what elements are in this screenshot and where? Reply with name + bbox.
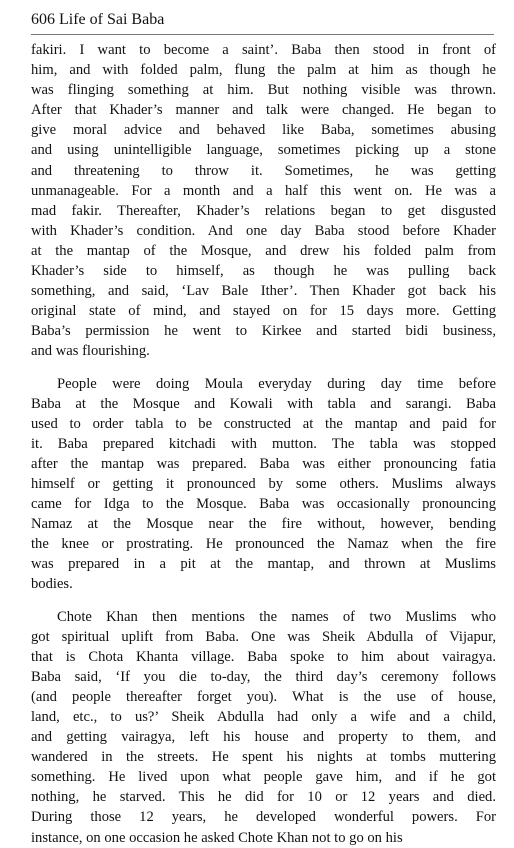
text-line: something. He lived upon what people gave him, and if he got — [31, 769, 496, 786]
text-line: used to order tabla to be constructed at the mantap and paid for — [31, 415, 496, 432]
text-line: Namaz at the Mosque near the fire without, however, bending — [31, 516, 496, 533]
page-number: 606 — [31, 11, 55, 28]
text-line: himself or getting it pronounced by some others. Muslims always — [31, 475, 496, 492]
body-text — [31, 40, 496, 848]
text-line: bodies. — [31, 576, 73, 593]
text-line: instance, on one occasion he asked Chote Khan not to go on his — [31, 829, 403, 846]
text-line: People were doing Moula everyday during day time before — [57, 375, 496, 392]
text-line: came for Idga to the Mosque. Baba was occasionally pronouncing — [31, 496, 496, 513]
text-line: with Khader’s condition. And one day Baba stood before Khader — [31, 222, 496, 239]
text-line: was flinging something at him. But nothing visible was thrown. — [31, 82, 496, 99]
text-line: at the mantap of the Mosque, and drew his folded palm from — [31, 242, 496, 259]
text-line: (and people thereafter forget you). What is the use of house, — [31, 688, 496, 705]
text-line: land, etc., to us?’ Sheik Abdulla had only a wife and a child, — [31, 709, 496, 725]
text-line: unmanageable. For a month and a half this went on. He was a — [31, 182, 496, 199]
text-line: During those 12 years, he developed wonderful powers. For — [31, 809, 496, 826]
text-line: Chote Khan then mentions the names of two Muslims who — [57, 608, 496, 625]
text-line: Baba’s permission he went to Kirkee and started bidi business, — [31, 323, 496, 340]
text-line: mad fakir. Thereafter, Khader’s relations began to get disgusted — [31, 202, 496, 219]
text-line: and getting vairagya, left his house and property to them, and — [31, 729, 496, 746]
header-rule — [31, 34, 494, 35]
text-line: nothing, he starved. This he did for 10 or 12 years and died. — [31, 789, 496, 806]
text-line: that is Chota Khanta village. Baba spoke to him about vairagya. — [31, 648, 496, 665]
text-line: fakiri. I want to become a saint’. Baba then stood in front of — [31, 42, 496, 58]
text-line: give moral advice and behaved like Baba, sometimes abusing — [31, 122, 496, 139]
text-line: it. Baba prepared kitchadi with mutton. The tabla was stopped — [31, 435, 496, 452]
text-line: him, and with folded palm, flung the palm at him as though he — [31, 62, 496, 79]
running-header — [31, 10, 164, 30]
paragraph — [31, 607, 496, 848]
paragraph-gap — [31, 362, 496, 374]
text-line: and was flourishing. — [31, 343, 150, 360]
text-line: original state of mind, and stayed on for 15 days more. Getting — [31, 303, 496, 320]
text-line: After that Khader’s manner and talk were changed. He began to — [31, 102, 496, 119]
paragraph-gap — [31, 595, 496, 607]
text-line: something, and said, ‘Lav Bale Ither’. Then Khader got back his — [31, 283, 496, 300]
text-line: Baba said, ‘If you die to-day, the third day’s ceremony follows — [31, 668, 496, 685]
text-line: after the mantap was prepared. Baba was either pronouncing fatia — [31, 455, 496, 472]
text-line: and using unintelligible language, sometimes picking up a stone — [31, 142, 496, 159]
text-line: was prepared in a pit at the mantap, and thrown at Muslims — [31, 556, 496, 573]
paragraph — [31, 374, 496, 595]
text-line: the knee or prostrating. He pronounced the Namaz when the fire — [31, 536, 496, 553]
text-line: Khader’s side to himself, as though he was pulling back — [31, 263, 496, 280]
text-line: Baba at the Mosque and Kowali with tabla and sarangi. Baba — [31, 395, 496, 412]
text-line: wandered in the streets. He spent his nights at tombs muttering — [31, 749, 496, 766]
running-title: Life of Sai Baba — [59, 11, 165, 28]
text-line: and threatening to throw it. Sometimes, he was getting — [31, 162, 496, 179]
paragraph — [31, 40, 496, 362]
text-line: got spiritual uplift from Baba. One was Sheik Abdulla of Vijapur, — [31, 628, 496, 645]
